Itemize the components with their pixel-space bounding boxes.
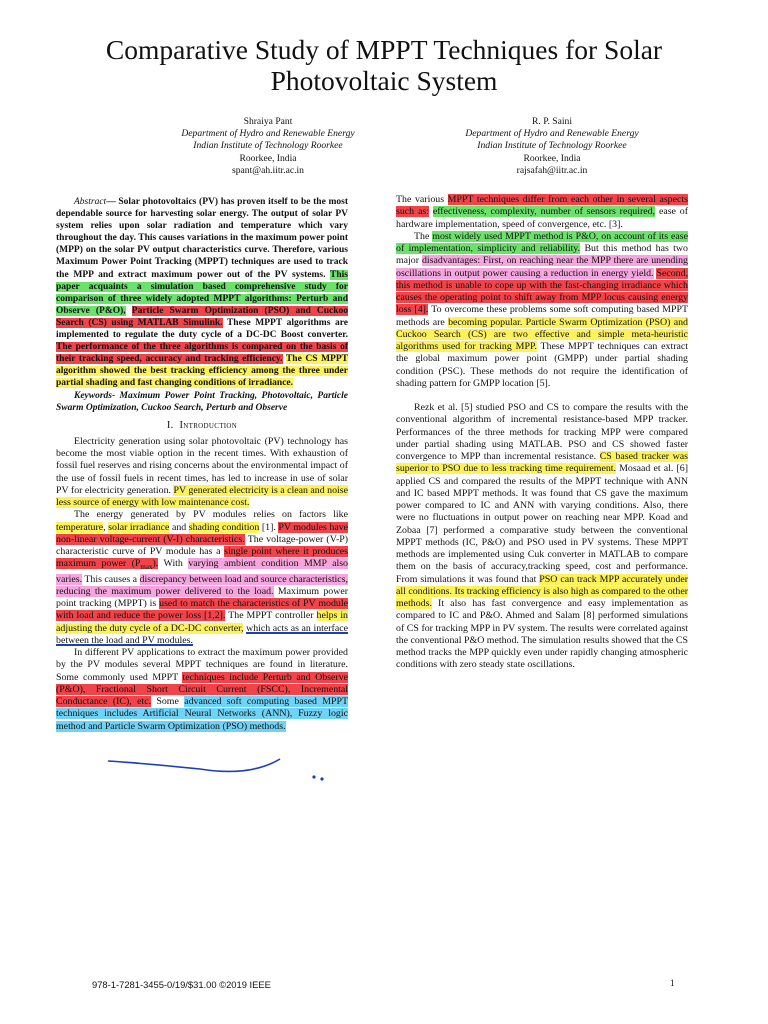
left-column	[56, 196, 348, 733]
intro-paragraph-2	[56, 509, 348, 647]
body-text: ,	[103, 521, 106, 533]
body-text: Electricity generation using solar photovoltaic (PV) technology has become the most viable option in the recent times. With exhaustion of fossil fuel reserves and rising concerns about the environmental impact of the use of fossil fuels in recent times, has led to increase in use of solar PV for electricity generation.	[56, 435, 348, 496]
body-text: To overcome these problems some soft computing based MPPT methods are	[396, 304, 688, 328]
body-text: Rezk et al. [5] studied PSO and CS to compare the results with the conventional algorithm of incremental resistance-based MPP tracker. Performances of the three methods for tracking MPP were compared under partial shading using MATLAB. PSO and CS showed faster convergence to MPP than incremental resistance.	[396, 402, 688, 462]
highlight-red: used to match the characteristics of PV module with load and reduce the power loss [1,2].	[56, 598, 348, 622]
author-department: Department of Hydro and Renewable Energy	[465, 128, 639, 140]
highlight-red: The performance of the three algorithms is compared on the basis of their tracking speed, accuracy and tracking efficiency.	[56, 342, 348, 365]
author-location: Roorkee, India	[523, 152, 581, 164]
highlight-green: This paper acquaints a simulation based comprehensive study for comparison of three widely adopted MPPT algorithms: Perturb and Observe (P&O),	[56, 269, 348, 316]
author-email: rajsafah@iitr.ac.in	[516, 164, 588, 176]
pen-annotation-mark	[100, 755, 330, 785]
highlight-yellow: PV generated electricity is a clean and noise less source of energy with low maintenance cost.	[56, 484, 348, 509]
highlight-yellow: CS based tracker was superior to PSO due to less tracking time requirement.	[396, 451, 688, 475]
intro-paragraph-3	[56, 647, 348, 733]
highlight-pink: varying ambient condition MMP also varies.	[56, 558, 348, 585]
body-text: The MPPT controller	[228, 610, 314, 622]
highlight-red: techniques include Perturb and Observe (P&O), Fractional Short Circuit Current (FSCC), Incremental Conductance (IC), etc.	[56, 671, 349, 708]
highlight-yellow: temperature	[56, 521, 104, 533]
abstract-label: Abstract	[74, 197, 107, 207]
highlight-yellow: becoming popular. Particle Swarm Optimization (PSO) and Cuckoo Search (CS) are two effective and simple meta-heuristic algorithms used for tracking MPP.	[396, 316, 688, 352]
body-text: ease of hardware implementation, speed of convergence, etc. [3].	[396, 206, 689, 230]
paper-title: Comparative Study of MPPT Techniques for Solar Photovoltaic System	[105, 34, 663, 96]
author-email: spant@ah.iitr.ac.in	[232, 164, 304, 176]
body-text: The various	[396, 194, 445, 205]
body-text: Maximum power point tracking (MPPT) is	[56, 585, 349, 610]
body-text: Some	[156, 696, 179, 708]
body-text: But this method has two major	[396, 243, 688, 267]
right-column	[396, 194, 688, 672]
subscript: max	[140, 563, 153, 572]
body-text: [1].	[261, 521, 276, 533]
body-text: These MPPT techniques can extract the global maximum power point (GMPP) under partial shading condition (PSC). These methods do not require the identification of shading pattern for GMPP location [5].	[396, 341, 688, 389]
right-paragraph-1	[396, 194, 688, 231]
copyright-footer: 978-1-7281-3455-0/19/$31.00 ©2019 IEEE	[92, 979, 271, 990]
right-paragraph-2	[396, 231, 688, 390]
paragraph-gap	[396, 390, 688, 402]
highlight-yellow: The CS MPPT algorithm showed the best tracking efficiency among the three under partial shading and fast changing conditions of irradiance.	[56, 354, 348, 389]
intro-paragraph-1	[56, 436, 348, 510]
body-text: Mosaad et al. [6] applied CS and compared the results of the MPPT technique with ANN and IC based MPPT methods. It was found that CS gave the maximum power compared to IC and ANN with varying conditions. Also, there were no fluctuations in output power on reaching near MPP. Koad and Zobaa [7] performed a comparative study between the conventional MPPT methods (IC, P&O) and PSO used in PV systems. These MPPT methods are implemented using Cuk converter in MATLAB to compare them on the basis of accuracy,tracking speed, cost and performance. From simulations it was found that	[396, 463, 688, 585]
highlight-pink: disadvantages: First, on reaching near the MPP there are unending oscillations in output power causing a reduction in energy yield.	[396, 255, 688, 279]
highlight-red: Second, this method is unable to cope up with the fast-changing irradiance which causes the operating point to shift away from MPP locus causing energy loss [4].	[396, 267, 688, 316]
author-name: Shraiya Pant	[243, 116, 293, 127]
body-text: It also has fast convergence and easy implementation as compared to IC and P&O. Ahmed and Salam [8] performed simulations of CS for tracking MPP in PV system. The results were correlated against the conventional P&O method. The simulation results showed that the CS method tracks the MPP quickly even under rapidly changing atmospheric conditions with zero steady state oscillations.	[396, 598, 688, 671]
body-text: ).	[152, 558, 159, 570]
right-paragraph-3	[396, 402, 688, 672]
body-text: The	[414, 230, 430, 242]
section-title: Introduction	[179, 419, 238, 431]
author-institute: Indian Institute of Technology Roorkee	[477, 140, 627, 152]
highlight-yellow: solar irradiance	[108, 521, 170, 533]
highlight-red: MPPT techniques differ from each other in several aspects such as:	[396, 194, 688, 218]
body-text: The voltage-power (V-P) characteristic curve of PV module has a	[56, 533, 349, 558]
author-department: Department of Hydro and Renewable Energy	[181, 128, 355, 140]
section-heading	[56, 420, 348, 432]
highlight-yellow: PSO can track MPP accurately under all conditions. Its tracking efficiency is also high as compared to the other methods.	[396, 573, 689, 609]
body-text: This causes a	[84, 573, 138, 585]
abstract-text: — Solar photovoltaics (PV) has proven itself to be the most dependable source for harvesting solar energy. The output of solar PV system relies upon solar radiation and temperature which vary throughout the day. This causes variations in the maximum power point (MPP) on the solar PV output characteristics curve. Therefore, various Maximum Power Point Tracking (MPPT) techniques are used to track the MPP and extract maximum power out of the PV systems.	[56, 197, 348, 280]
highlight-yellow: helps in adjusting the duty cycle of a DC-DC converter,	[56, 610, 348, 634]
author-name: R. P. Saini	[532, 116, 572, 127]
highlight-green: effectiveness, complexity, number of sensors required,	[432, 206, 656, 218]
abstract-text: These MPPT algorithms are implemented to regulate the duty cycle of a DC-DC Boost converter.	[56, 317, 348, 341]
keywords: Keywords- Maximum Power Point Tracking, Photovoltaic, Particle Swarm Optimization, Cuckoo Search, Perturb and Observe	[56, 390, 348, 413]
highlight-pink: discrepancy between load and source characteristics, reducing the maximum power delivered to the load.	[56, 573, 348, 597]
body-text: The energy generated by PV modules relies on factors like	[74, 509, 348, 521]
highlight-blue: advanced soft computing based MPPT techniques includes Artificial Neural Networks (ANN), Fuzzy logic method and Particle Swarm Optimization (PSO) methods.	[56, 696, 349, 732]
body-text: In different PV applications to extract the maximum power provided by the PV modules several MPPT techniques are found in literature. Some commonly used MPPT	[56, 647, 348, 683]
highlight-yellow: shading condition	[188, 521, 260, 533]
author-institute: Indian Institute of Technology Roorkee	[193, 140, 343, 152]
body-text: With	[163, 558, 183, 570]
highlight-red: PV modules have non-linear voltage-current (V-I) characteristics.	[56, 521, 349, 545]
underlined-text: which acts as an interface between the load and PV modules.	[56, 622, 348, 646]
section-numeral: I.	[166, 419, 174, 431]
highlight-red: Particle Swarm Optimization (PSO) and Cuckoo Search (CS) using MATLAB Simulink.	[56, 305, 348, 328]
abstract	[56, 196, 348, 390]
body-text: and	[171, 521, 187, 533]
author-block-2	[402, 116, 702, 177]
body-text: single point where it produces maximum power (P	[56, 546, 349, 570]
author-location: Roorkee, India	[239, 152, 297, 164]
highlight-green: most widely used MPPT method is P&O, on account of its ease of implementation, simplicity and reliability.	[396, 230, 688, 254]
author-block-1	[118, 116, 418, 177]
page-number: 1	[670, 979, 675, 989]
